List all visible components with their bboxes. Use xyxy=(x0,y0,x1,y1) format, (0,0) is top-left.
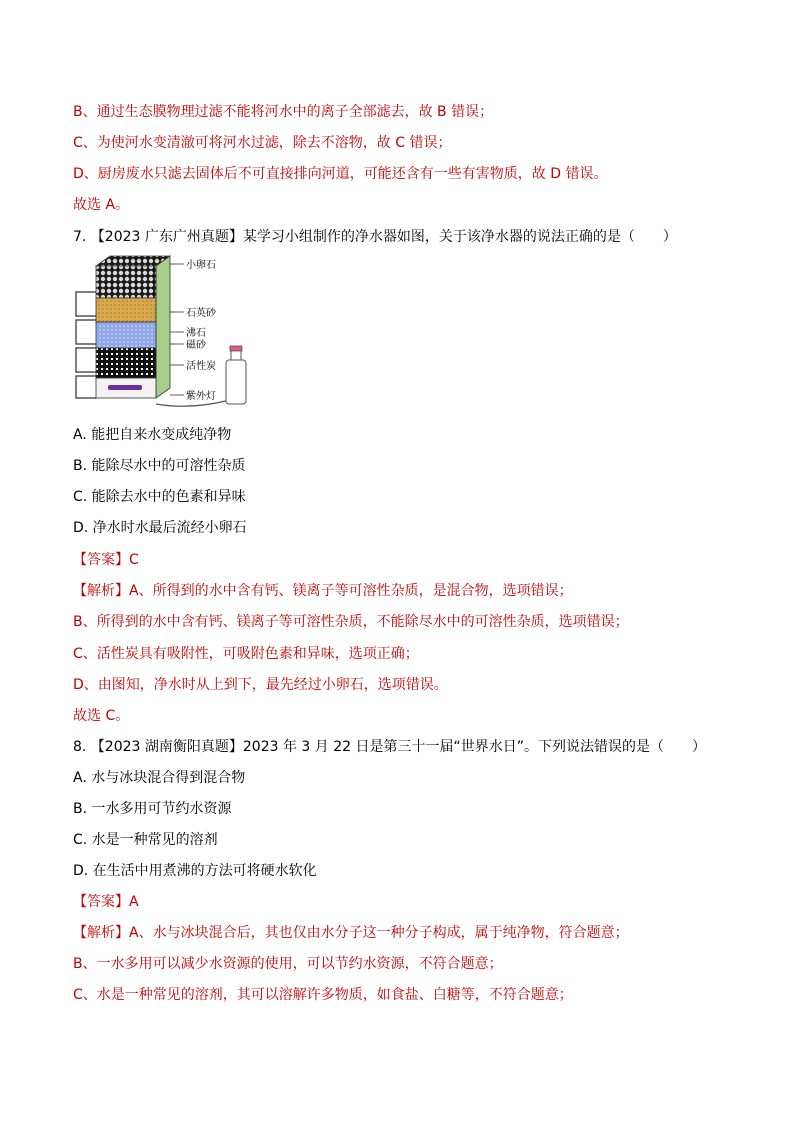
answer: 【答案】A xyxy=(73,894,139,910)
explanation-line: C、水是一种常见的溶剂，其可以溶解许多物质，如食盐、白糖等，不符合题意； xyxy=(73,987,573,1003)
option-d: D. 在生活中用煮沸的方法可将硬水软化 xyxy=(73,863,317,879)
label-zeolite: 沸石 xyxy=(186,328,206,339)
water-purifier-figure xyxy=(70,252,280,412)
option-c: C. 能除去水中的色素和异味 xyxy=(73,489,246,505)
explanation-line: D、由图知，净水时从上到下，最先经过小卵石，选项错误。 xyxy=(73,677,448,693)
text-line: B、通过生态膜物理过滤不能将河水中的离子全部滤去，故 B 错误； xyxy=(73,104,494,120)
option-c: C. 水是一种常见的溶剂 xyxy=(73,832,218,848)
label-quartz-sand: 石英砂 xyxy=(186,308,216,319)
water-purifier-diagram xyxy=(70,252,280,412)
text-line: D、厨房废水只滤去固体后不可直接排向河道，可能还含有一些有害物质，故 D 错误。 xyxy=(73,166,608,182)
explanation-line: 【解析】A、水与冰块混合后，其也仅由水分子这一种分子构成，属于纯净物，符合题意； xyxy=(73,925,629,941)
answer: 【答案】C xyxy=(73,552,139,568)
label-magnetic-sand: 磁砂 xyxy=(186,340,206,351)
explanation-line: B、所得到的水中含有钙、镁离子等可溶性杂质，不能除尽水中的可溶性杂质，选项错误； xyxy=(73,614,629,630)
question-8-stem: 8. 【2023 湖南衡阳真题】2023 年 3 月 22 日是第三十一届“世界水日”。下列说法错误的是（ ） xyxy=(73,739,706,755)
explanation-line: C、活性炭具有吸附性，可吸附色素和异味，选项正确； xyxy=(73,646,419,662)
explanation-line: 故选 C。 xyxy=(73,708,130,724)
option-d: D. 净水时水最后流经小卵石 xyxy=(73,520,247,536)
text-line: C、为使河水变清澈可将河水过滤，除去不溶物，故 C 错误； xyxy=(73,135,452,151)
option-b: B. 能除尽水中的可溶性杂质 xyxy=(73,458,246,474)
option-a: A. 水与冰块混合得到混合物 xyxy=(73,770,246,786)
option-b: B. 一水多用可节约水资源 xyxy=(73,801,232,817)
question-7-stem: 7. 【2023 广东广州真题】某学习小组制作的净水器如图，关于该净水器的说法正确的是（ ） xyxy=(73,229,677,245)
text-line: 故选 A。 xyxy=(73,197,130,213)
option-a: A. 能把自来水变成纯净物 xyxy=(73,427,232,443)
explanation-line: B、一水多用可以减少水资源的使用，可以节约水资源，不符合题意； xyxy=(73,956,503,972)
label-activated-carbon: 活性炭 xyxy=(186,361,216,372)
explanation-line: 【解析】A、所得到的水中含有钙、镁离子等可溶性杂质，是混合物，选项错误； xyxy=(73,583,573,599)
label-pebble: 小卵石 xyxy=(186,260,216,271)
label-uv-lamp: 紫外灯 xyxy=(186,391,216,402)
